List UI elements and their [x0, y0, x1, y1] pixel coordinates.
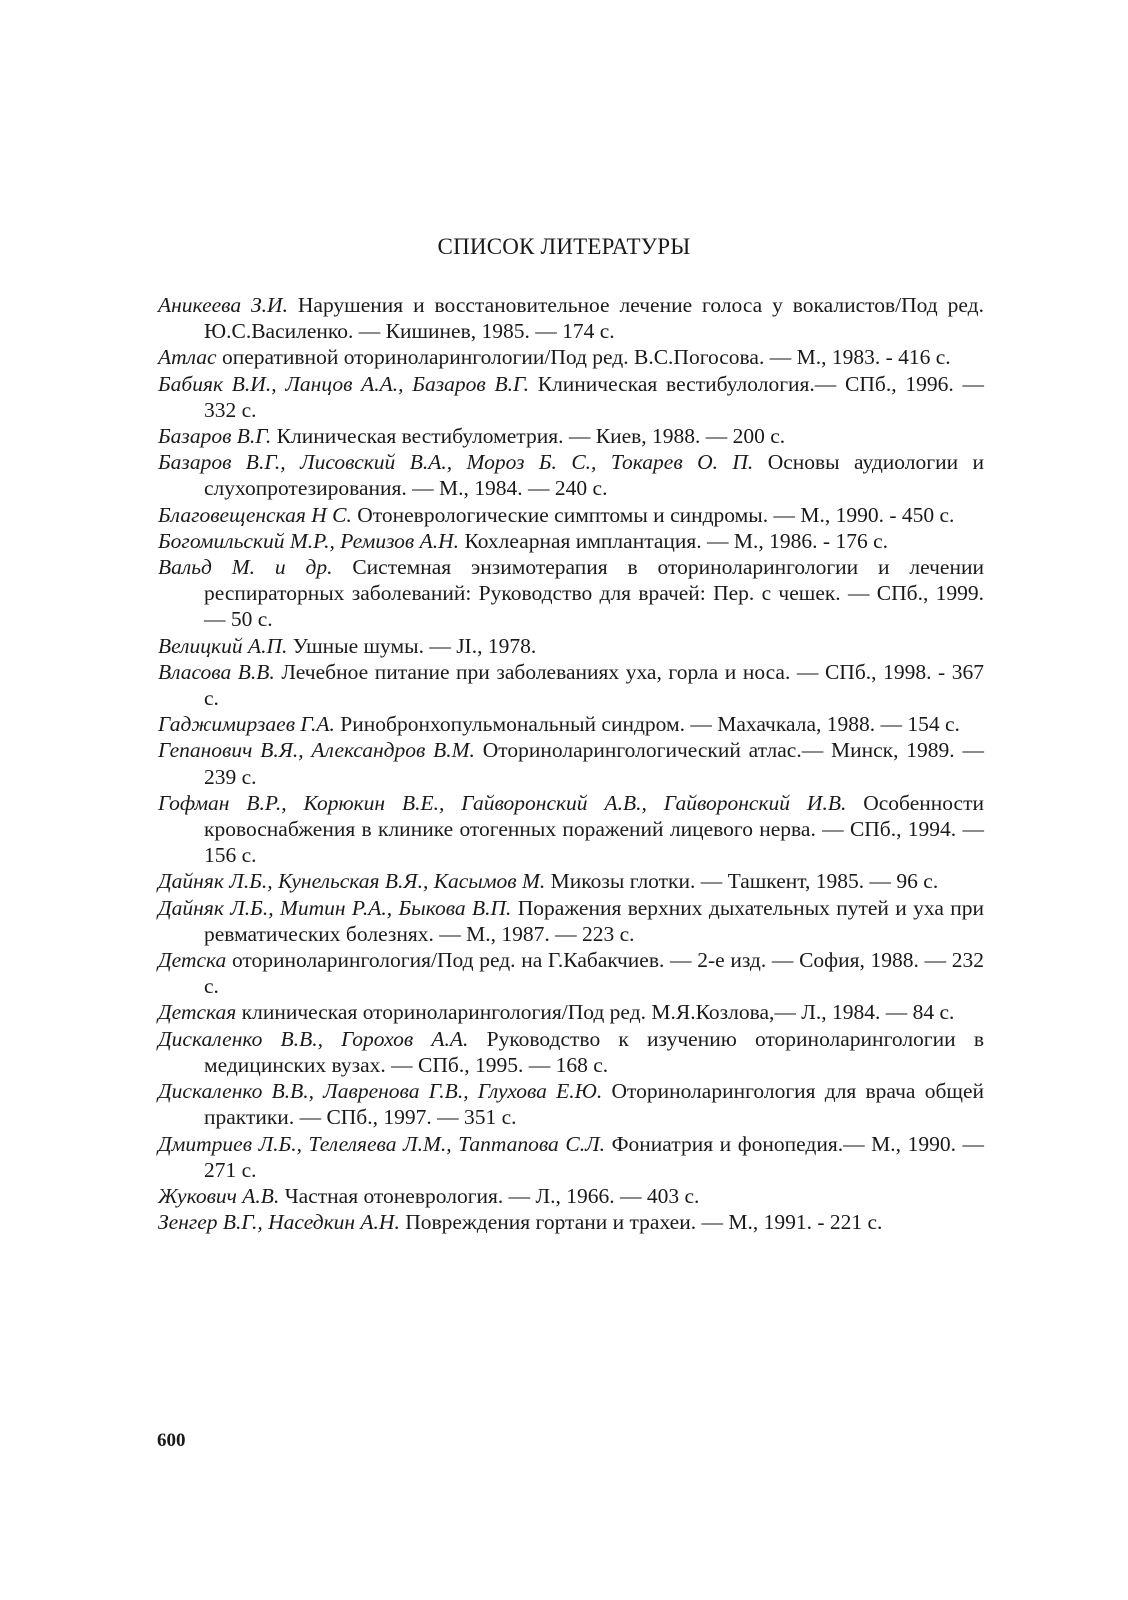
reference-item [158, 895, 984, 947]
reference-text: Ушные шумы. — JI., 1978. [287, 633, 537, 658]
reference-author: Базаров В.Г., Лисовский В.А., Мороз Б. С., Токарев О. П. [158, 450, 754, 475]
page-title: СПИСОК ЛИТЕРАТУРЫ [437, 234, 691, 259]
reference-item [158, 371, 984, 423]
reference-item [158, 449, 984, 501]
reference-item [158, 1183, 984, 1209]
reference-item [158, 292, 984, 344]
reference-item [158, 502, 984, 528]
reference-text: Отоневрологические симптомы и синдромы. — М., 1990. - 450 с. [351, 502, 955, 527]
reference-author: Дмитриев Л.Б., Телеляева Л.М., Таптапова С.Л. [158, 1131, 606, 1156]
reference-item [158, 711, 984, 737]
reference-author: Велицкий А.П. [158, 633, 288, 658]
reference-item [158, 790, 984, 869]
reference-author: Дайняк Л.Б., Кунельская В.Я., Касымов М. [158, 869, 546, 894]
reference-author: Базаров В.Г. [158, 424, 272, 449]
reference-text: Оториноларингологический атлас.— Минск, 1989. — 239 с. [204, 738, 984, 789]
reference-item [158, 659, 984, 711]
reference-text: Ринобронхопульмональный синдром. — Махачкала, 1988. — 154 с. [334, 712, 960, 737]
reference-author: Гепанович В.Я., Александров В.М. [158, 738, 475, 763]
reference-text: Клиническая вестибулология.— СПб., 1996. — 332 с. [204, 371, 984, 422]
reference-text: Клиническая вестибулометрия. — Киев, 1988. — 200 с. [271, 424, 786, 449]
reference-text: Частная отоневрология. — Л., 1966. — 403 с. [279, 1183, 700, 1208]
reference-author: Жукович А.В. [158, 1183, 280, 1208]
reference-text: Основы аудиологии и слухопротезирования. — М., 1984. — 240 с. [204, 450, 984, 501]
page-number: 600 [157, 1430, 186, 1451]
reference-author: Детска [158, 948, 227, 973]
reference-item [158, 1131, 984, 1183]
reference-item [158, 999, 984, 1025]
reference-author: Власова В.В. [158, 659, 275, 684]
reference-text: Особенности кровоснабжения в клинике отогенных поражений лицевого нерва. — СПб., 1994. — 156 с. [204, 790, 984, 868]
reference-author: Дискаленко В.В., Горохов А.А. [158, 1026, 469, 1051]
reference-item [158, 423, 984, 449]
reference-item [158, 1209, 984, 1235]
reference-text: Микозы глотки. — Ташкент, 1985. — 96 с. [545, 869, 939, 894]
reference-text: оториноларингология/Под ред. на Г.Кабакчиев. — 2-е изд. — София, 1988. — 232 с. [204, 948, 984, 999]
reference-author: Богомильский М.Р., Ремизов А.Н. [158, 528, 460, 553]
reference-text: Руководство к изучению оториноларингологии в медицинских вузах. — СПб., 1995. — 168 с. [204, 1026, 984, 1077]
reference-author: Дискаленко В.В., Лавренова Г.В., Глухова Е.Ю. [158, 1079, 603, 1104]
reference-item [158, 528, 984, 554]
reference-text: оперативной оториноларингологии/Под ред. В.С.Погосова. — М., 1983. - 416 с. [216, 345, 951, 370]
reference-author: Атлас [158, 345, 217, 370]
reference-item [158, 947, 984, 999]
reference-text: Поражения верхних дыхательных путей и уха при ревматических болезнях. — М., 1987. — 223 с. [204, 895, 984, 946]
reference-item [158, 633, 984, 659]
reference-author: Вальд М. и др. [158, 555, 333, 580]
reference-author: Благовещенская Н С. [158, 502, 352, 527]
reference-author: Зенгер В.Г., Наседкин А.Н. [158, 1210, 400, 1235]
reference-text: Фониатрия и фонопедия.— М., 1990. — 271 с. [204, 1131, 984, 1182]
reference-item [158, 1078, 984, 1130]
reference-item [158, 868, 984, 894]
reference-item [158, 737, 984, 789]
reference-text: клиническая оториноларингология/Под ред. М.Я.Козлова,— Л., 1984. — 84 с. [236, 1000, 955, 1025]
reference-author: Детская [158, 1000, 237, 1025]
reference-item [158, 1026, 984, 1078]
reference-text: Нарушения и восстановительное лечение голоса у вокалистов/Под ред. Ю.С.Василенко. — Кишинев, 1985. — 174 с. [204, 293, 984, 344]
reference-author: Бабияк В.И., Ланцов А.А., Базаров В.Г. [158, 371, 529, 396]
reference-text: Оториноларингология для врача общей практики. — СПб., 1997. — 351 с. [204, 1079, 984, 1130]
reference-text: Кохлеарная имплантация. — М., 1986. - 176 с. [459, 528, 889, 553]
reference-text: Системная энзимотерапия в оториноларингологии и лечении респираторных заболеваний: Руководство для врачей: Пер. с чешек. — СПб., 1999. — 50 с. [204, 555, 984, 632]
reference-item [158, 344, 984, 370]
reference-author: Дайняк Л.Б., Митин Р.А., Быкова В.П. [158, 895, 512, 920]
reference-text: Повреждения гортани и трахеи. — М., 1991. - 221 с. [399, 1210, 883, 1235]
reference-author: Гофман В.Р., Корюкин В.Е., Гайворонский А.В., Гайворонский И.В. [158, 790, 847, 815]
reference-author: Гаджимирзаев Г.А. [158, 712, 335, 737]
reference-text: Лечебное питание при заболеваниях уха, горла и носа. — СПб., 1998. - 367 с. [204, 659, 984, 711]
reference-author: Аникеева З.И. [158, 293, 288, 317]
reference-item [158, 554, 984, 633]
reference-list [158, 292, 984, 1235]
